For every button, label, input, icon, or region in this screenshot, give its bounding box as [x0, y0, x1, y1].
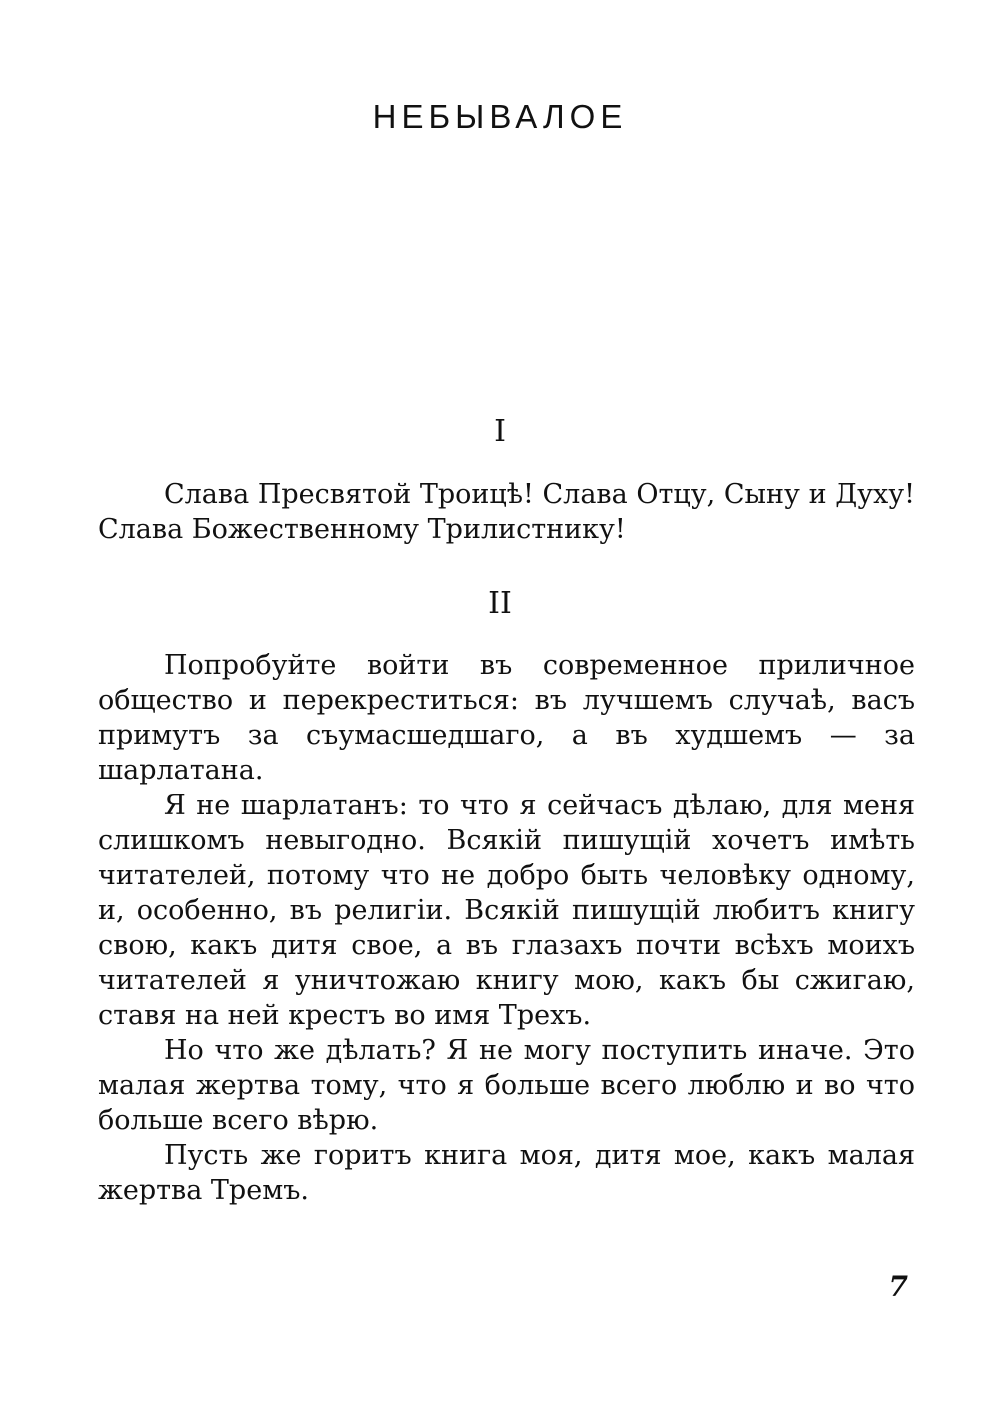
section-2-text — [98, 648, 915, 1208]
page-title: НЕБЫВАЛОЕ — [372, 98, 628, 135]
paragraph: Слава Пресвятой Троицѣ! Слава Отцу, Сыну и Духу! Слава Божественному Трилистнику! — [98, 479, 915, 545]
paragraph: Попробуйте войти въ современное приличное общество и перекреститься: въ лучшемъ случаѣ, васъ примутъ за съумасшедшаго, а въ худшемъ — за шарлатана. — [98, 650, 915, 786]
paragraph: Пусть же горитъ книга моя, дитя мое, какъ малая жертва Тремъ. — [98, 1140, 915, 1206]
section-number-1: I — [494, 414, 506, 449]
page-number: 7 — [888, 1270, 908, 1303]
section-1-text — [98, 477, 915, 547]
paragraph: Но что же дѣлать? Я не могу поступить иначе. Это малая жертва тому, что я больше всего люблю и во что больше всего вѣрю. — [98, 1035, 915, 1136]
paragraph: Я не шарлатанъ: то что я сейчасъ дѣлаю, для меня слишкомъ невыгодно. Всякій пишущій хочетъ имѣть читателей, потому что не добро быть человѣку одному, и, особенно, въ религіи. Всякій пишущій любитъ книгу свою, какъ дитя свое, а въ глазахъ почти всѣхъ моихъ читателей я уничтожаю книгу мою, какъ бы сжигаю, ставя на ней крестъ во имя Трехъ. — [98, 790, 915, 1031]
section-number-2: II — [488, 586, 512, 621]
